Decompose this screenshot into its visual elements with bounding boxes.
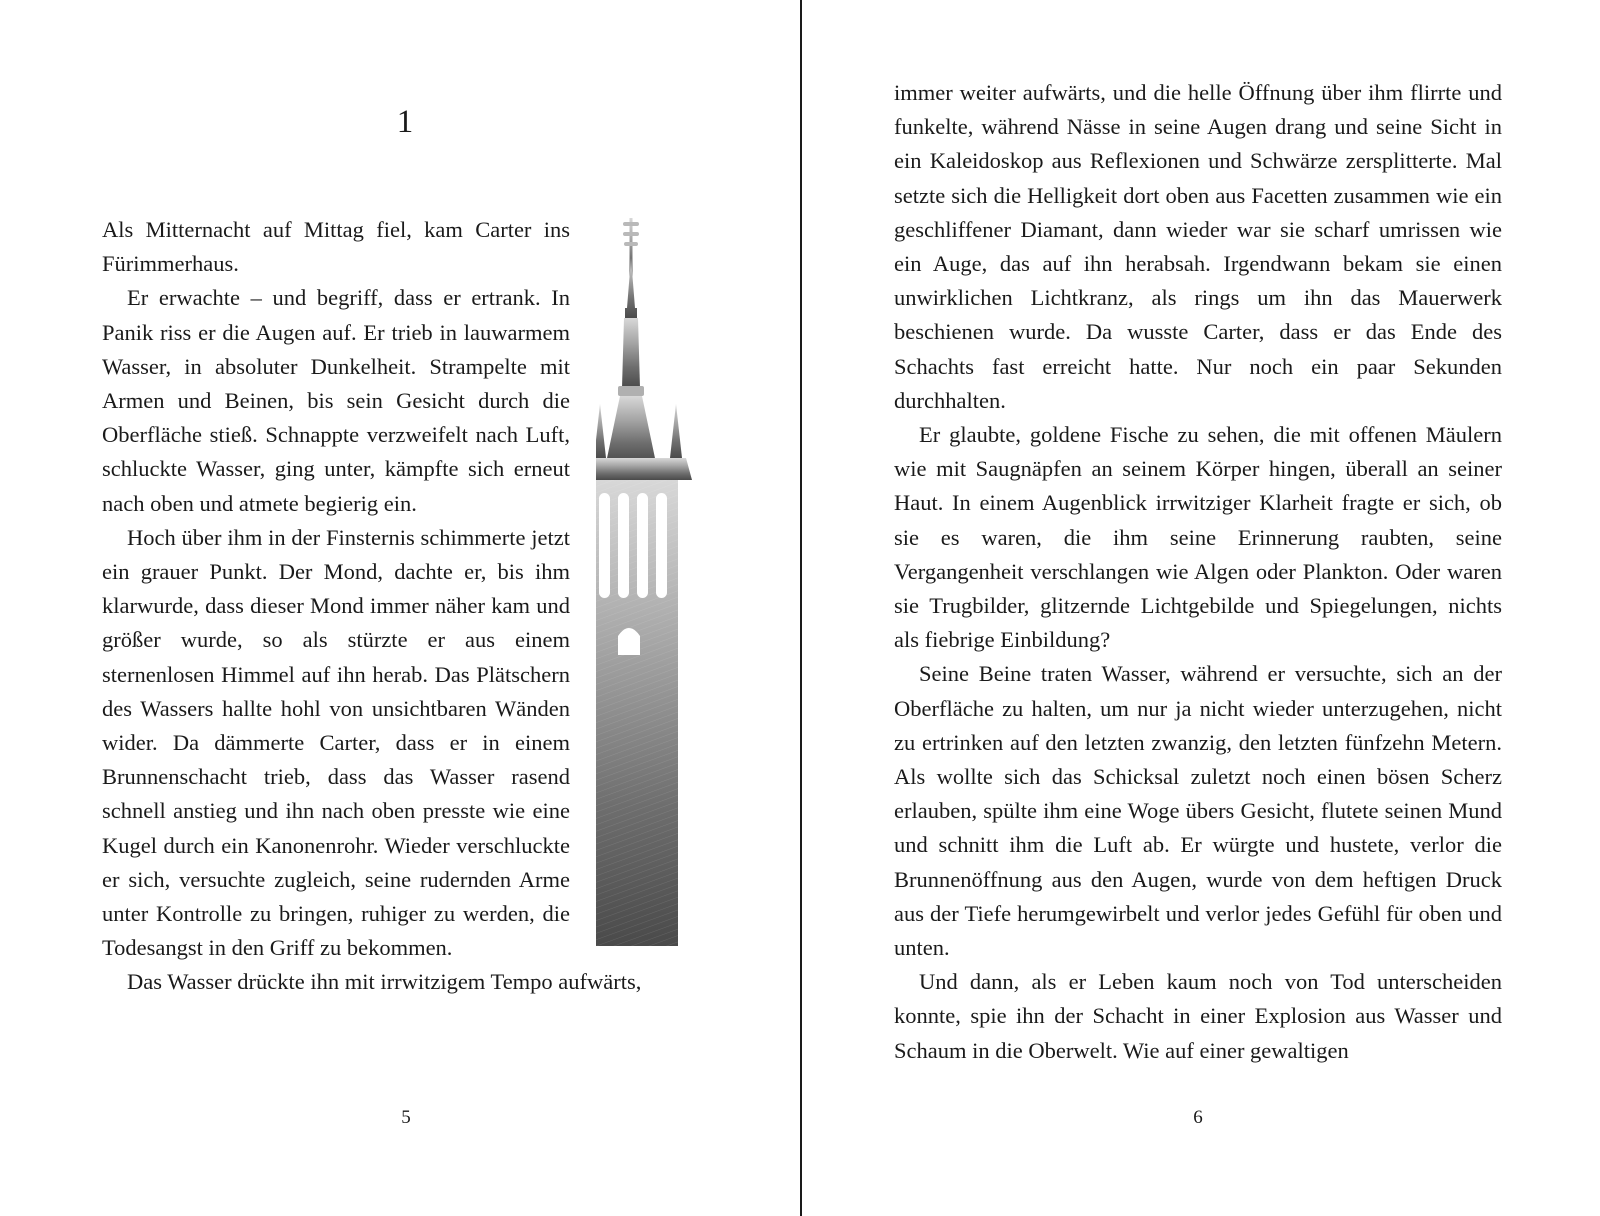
chapter-number: 1 [396,104,414,140]
tower-silhouette [596,218,692,946]
paragraph: Als Mitternacht auf Mittag fiel, kam Carter ins Fürimmerhaus. [102,217,570,277]
paragraph: Hoch über ihm in der Finsternis schimmerte jetzt ein grauer Punkt. Der Mond, dachte er, bis ihm klarwurde, dass dieser Mond immer näher kam und größer wurde, so als stürzte er aus einem sternenlosen Himmel auf ihn herab. Das Plätschern des Wassers hallte hohl von unsichtbaren Wänden wider. Da dämmerte Carter, dass er in einem Brunnenschacht trieb, dass das Wasser rasend schnell anstieg und ihn nach oben presste wie eine Kugel durch ein Kanonenrohr. Wieder verschluckte er sich, versuchte zugleich, seine rudernden Arme unter Kontrolle zu bringen, ruhiger zu werden, die Todesangst in den Griff zu bekommen. [102,524,570,961]
paragraph: immer weiter aufwärts, und die helle Öffnung über ihm flirrte und funkelte, während Nässe in seine Augen drang und seine Sicht in ein Kaleidoskop aus Reflexionen und Schwärze zersplitterte. Mal setzte sich die Helligkeit dort oben aus Facetten zusammen wie ein geschliffener Diamant, dann wieder war sie scharf umrissen wie ein Auge, das auf ihn herabsah. Irgendwann bekam sie einen unwirklichen Lichtkranz, als rings um ihn das Mauerwerk beschienen wurde. Da wusste Carter, dass er das Ende des Schachts fast erreicht hatte. Nur noch ein paar Sekunden durchhalten. [894,80,1502,413]
paragraph: Er erwachte – und begriff, dass er ertrank. In Panik riss er die Augen auf. Er trieb in lauwarmem Wasser, in absoluter Dunkelheit. Strampelte mit Armen und Beinen, bis sein Gesicht durch die Oberfläche stieß. Schnappte verzweifelt nach Luft, schluckte Wasser, ging unter, kämpfte sich erneut nach oben und atmete begierig ein. [102,285,570,516]
right-page-text [894,76,1502,1068]
page-number: 6 [1193,1107,1203,1128]
page-number: 5 [401,1107,411,1128]
paragraph: Das Wasser drückte ihn mit irrwitzigem Tempo aufwärts, [127,969,642,995]
tower-illustration [596,218,696,946]
paragraph: Seine Beine traten Wasser, während er versuchte, sich an der Oberfläche zu halten, um nur ja nicht wieder unterzugehen, nicht zu ertrinken auf den letzten zwanzig, den letzten fünfzehn Metern. Als wollte sich das Schicksal zuletzt noch einen bösen Scherz erlauben, spülte ihm eine Woge übers Gesicht, flutete seinen Mund und schnitt ihm die Luft ab. Er würgte und hustete, verlor die Brunnenöffnung aus den Augen, wurde von dem heftigen Druck aus der Tiefe herumgewirbelt und verlor jedes Gefühl für oben und unten. [894,661,1502,961]
right-page [802,0,1600,1216]
paragraph: Und dann, als er Leben kaum noch von Tod unterscheiden konnte, spie ihn der Schacht in einer Explosion aus Wasser und Schaum in die Oberwelt. Wie auf einer gewaltigen [894,969,1502,1063]
paragraph: Er glaubte, goldene Fische zu sehen, die mit offenen Mäulern wie mit Saugnäpfen an seinem Körper hingen, überall an seiner Haut. In einem Augenblick irrwitziger Klarheit fragte er sich, ob sie es waren, die ihm seine Erinnerung raubten, seine Vergangenheit verschlangen wie Algen oder Plankton. Oder waren sie Trugbilder, glitzernde Lichtgebilde und Spiegelungen, nichts als fiebrige Einbildung? [894,422,1502,653]
